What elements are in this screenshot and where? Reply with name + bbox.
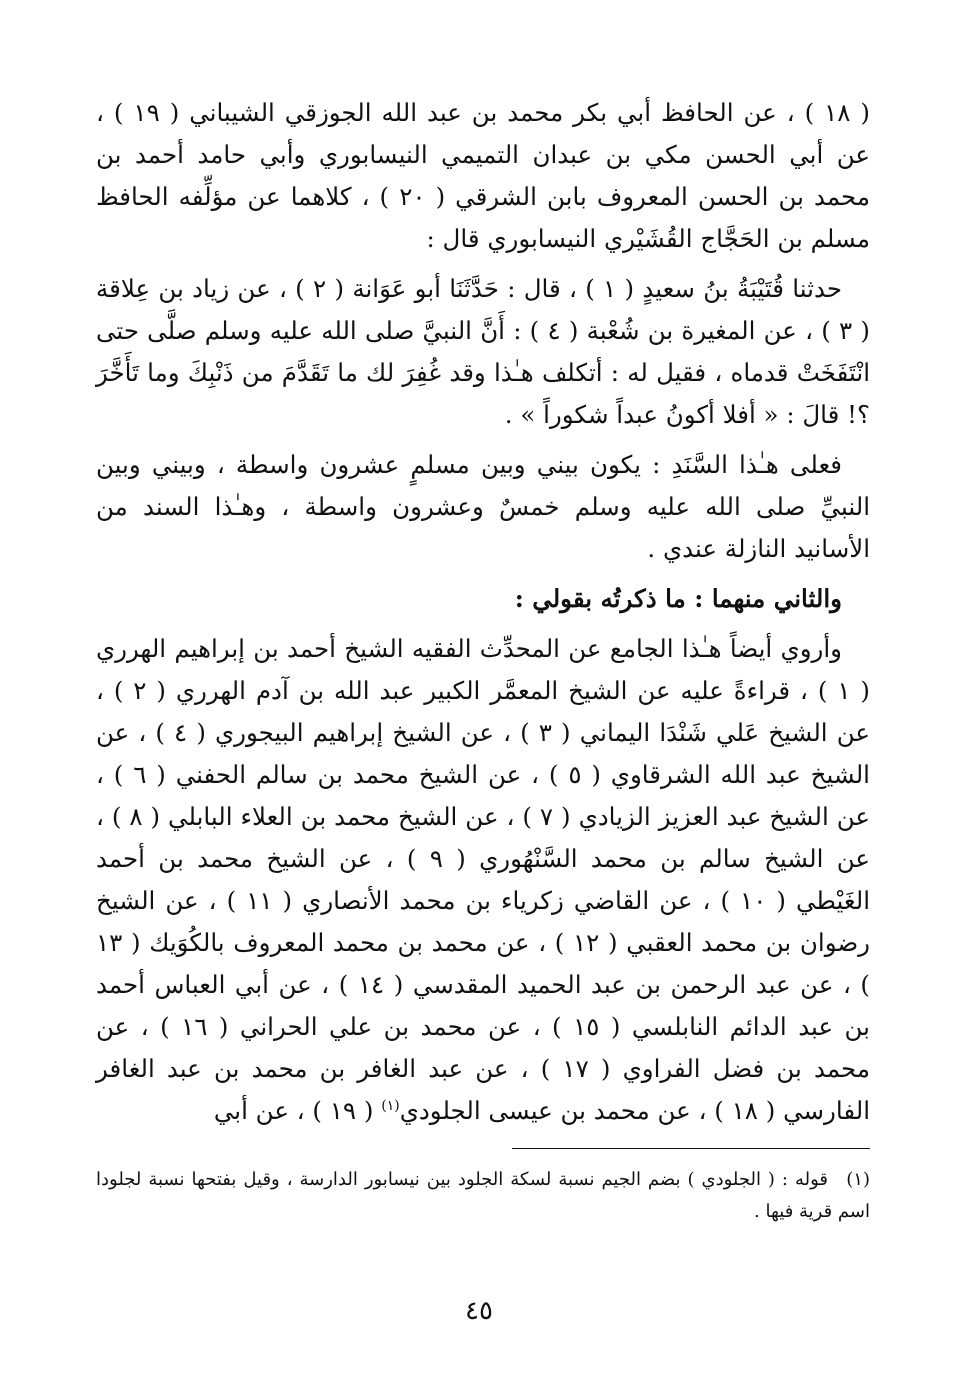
footnote-number: (١) [846,1169,870,1190]
section-heading: والثاني منهما : ما ذكرتُه بقولي : [514,584,842,613]
footnote-reference: (١) [381,1097,400,1114]
paragraph-hadith: حدثنا قُتَيْبَةُ بنُ سعيدٍ ( ١ ) ، قال : حَدَّثَنَا أبو عَوَانة ( ٢ ) ، عن زياد بن عِلاقة ( ٣ ) ، عن المغيرة بن شُعْبة ( ٤ ) : أَنَّ النبيَّ صلى الله عليه وسلم صلَّى حتى انْتَفَخَتْ قدماه ، فقيل له : أتكلف هـٰذا وقد غُفِرَ لك ما تَقَدَّمَ من ذَنْبِكَ وما تَأَخَّرَ ؟! قالَ : « أفلا أكونُ عبداً شكوراً » . [96,274,870,429]
main-text [96,92,870,1132]
paragraph-chain-count: فعلى هـٰذا السَّنَدِ : يكون بيني وبين مسلمٍ عشرون واسطة ، وبيني وبين النبيِّ صلى الله عليه وسلم خمسٌ وعشرون واسطة ، وهـٰذا السند من الأسانيد النازلة عندي . [96,450,870,563]
second-chain-text: وأروي أيضاً هـٰذا الجامع عن المحدِّث الفقيه الشيخ أحمد بن إبراهيم الهرري ( ١ ) ، قراءةً عليه عن الشيخ المعمَّر الكبير عبد الله بن آدم الهرري ( ٢ ) ، عن الشيخ عَلي شَنْدَا اليماني ( ٣ ) ، عن الشيخ إبراهيم البيجوري ( ٤ ) ، عن الشيخ عبد الله الشرقاوي ( ٥ ) ، عن الشيخ محمد بن سالم الحفني ( ٦ ) ، عن الشيخ عبد العزيز الزيادي ( ٧ ) ، عن الشيخ محمد بن العلاء البابلي ( ٨ ) ، عن الشيخ سالم بن محمد السَّنْهُوري ( ٩ ) ، عن الشيخ محمد بن أحمد الغَيْطي ( ١٠ ) ، عن القاضي زكرياء بن محمد الأنصاري ( ١١ ) ، عن الشيخ رضوان بن محمد العقبي ( ١٢ ) ، عن محمد بن محمد المعروف بالكُوَيك ( ١٣ ) ، عن عبد الرحمن بن عبد الحميد المقدسي ( ١٤ ) ، عن أبي العباس أحمد بن عبد الدائم النابلسي ( ١٥ ) ، عن محمد بن علي الحراني ( ١٦ ) ، عن محمد بن فضل الفراوي ( ١٧ ) ، عن عبد الغافر بن محمد بن عبد الغافر الفارسي ( ١٨ ) ، عن محمد بن عيسى الجلودي [96,634,870,1125]
paragraph-second-chain [96,628,870,1132]
footnote [96,1164,870,1228]
second-chain-end: ( ١٩ ) ، عن أبي [213,1096,382,1125]
paragraph-isnad-continuation: ( ١٨ ) ، عن الحافظ أبي بكر محمد بن عبد الله الجوزقي الشيباني ( ١٩ ) ، عن أبي الحسن مكي بن عبدان التميمي النيسابوري وأبي حامد أحمد بن محمد بن الحسن المعروف بابن الشرقي ( ٢٠ ) ، كلاهما عن مؤلِّفه الحافظ مسلم بن الحَجَّاج القُشَيْري النيسابوري قال : [96,98,870,253]
footnote-text: قوله : ( الجلودي ) بضم الجيم نسبة لسكة الجلود بين نيسابور الدارسة ، وقيل بفتحها نسبة لجلودا اسم قرية فيها . [96,1169,870,1222]
footnote-divider [512,1148,870,1149]
page-number: ٤٥ [465,1296,493,1326]
